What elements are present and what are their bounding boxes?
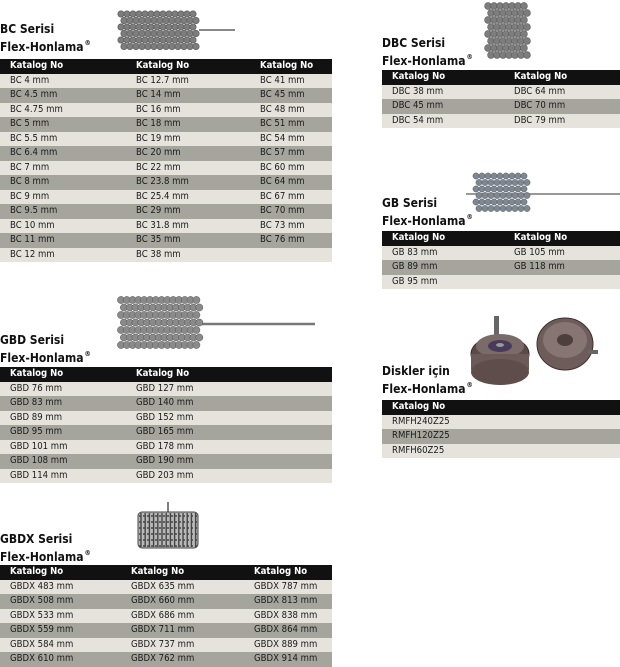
catalog-cell: GB 118 mm (504, 260, 620, 275)
catalog-cell: BC 60 mm (250, 161, 332, 176)
catalog-cell: BC 23.8 mm (126, 175, 250, 190)
column-header: Katalog No (121, 565, 244, 580)
gbdx-header-row (0, 565, 332, 580)
gbdx-table (0, 565, 332, 667)
catalog-cell: BC 6.4 mm (0, 146, 126, 161)
table-row (0, 204, 332, 219)
catalog-cell: BC 41 mm (250, 74, 332, 89)
catalog-cell: GBD 178 mm (126, 440, 332, 455)
disk-table (382, 400, 620, 458)
table-row (0, 609, 332, 624)
dbc-table (382, 70, 620, 128)
catalog-cell: BC 5 mm (0, 117, 126, 132)
catalog-cell: BC 18 mm (126, 117, 250, 132)
table-row (382, 114, 620, 129)
catalog-cell: GBDX 762 mm (121, 652, 244, 667)
column-header: Katalog No (504, 231, 620, 246)
catalog-cell: BC 8 mm (0, 175, 126, 190)
catalog-cell: BC 22 mm (126, 161, 250, 176)
catalog-cell: GB 89 mm (382, 260, 504, 275)
catalog-cell (250, 248, 332, 263)
catalog-cell: BC 19 mm (126, 132, 250, 147)
catalog-cell: DBC 54 mm (382, 114, 504, 129)
catalog-cell: BC 76 mm (250, 233, 332, 248)
bc-header-row (0, 59, 332, 74)
table-row (0, 219, 332, 234)
catalog-cell: GBD 95 mm (0, 425, 126, 440)
table-row (0, 103, 332, 118)
table-row (382, 246, 620, 261)
bc-table (0, 59, 332, 262)
catalog-cell: BC 20 mm (126, 146, 250, 161)
catalog-cell: BC 12.7 mm (126, 74, 250, 89)
column-header: Katalog No (382, 400, 620, 415)
gb-tool-image (466, 170, 620, 226)
catalog-cell: GBDX 508 mm (0, 594, 121, 609)
catalog-cell: GBD 165 mm (126, 425, 332, 440)
catalog-cell: BC 45 mm (250, 88, 332, 103)
column-header: Katalog No (382, 70, 504, 85)
catalog-cell: BC 67 mm (250, 190, 332, 205)
catalog-cell: BC 51 mm (250, 117, 332, 132)
column-header: Katalog No (126, 59, 250, 74)
catalog-cell: BC 9.5 mm (0, 204, 126, 219)
catalog-cell: BC 70 mm (250, 204, 332, 219)
gbd-tool-image (115, 294, 315, 358)
table-row (0, 580, 332, 595)
catalog-cell: GBD 203 mm (126, 469, 332, 484)
catalog-cell: BC 10 mm (0, 219, 126, 234)
disk-tool-image (470, 310, 600, 394)
table-row (0, 594, 332, 609)
dbc-header-row (382, 70, 620, 85)
bc-tool-image (115, 8, 235, 58)
table-row (0, 623, 332, 638)
catalog-cell: GBDX 635 mm (121, 580, 244, 595)
table-row (0, 132, 332, 147)
catalog-cell: BC 29 mm (126, 204, 250, 219)
column-header: Katalog No (250, 59, 332, 74)
table-row (0, 161, 332, 176)
catalog-cell: GBDX 533 mm (0, 609, 121, 624)
catalog-cell: GBDX 787 mm (244, 580, 332, 595)
dbc-title: DBC Serisi Flex-Honlama® (382, 36, 473, 68)
table-row (0, 175, 332, 190)
catalog-cell: BC 54 mm (250, 132, 332, 147)
table-row (382, 415, 620, 430)
table-row (0, 440, 332, 455)
catalog-cell: BC 7 mm (0, 161, 126, 176)
catalog-cell: BC 9 mm (0, 190, 126, 205)
catalog-cell: DBC 38 mm (382, 85, 504, 100)
bc-title: BC Serisi Flex-Honlama® (0, 22, 91, 54)
catalog-cell: GBDX 838 mm (244, 609, 332, 624)
column-header: Katalog No (0, 565, 121, 580)
catalog-cell: GBD 127 mm (126, 382, 332, 397)
gbd-table (0, 367, 332, 483)
catalog-cell: BC 4.5 mm (0, 88, 126, 103)
catalog-cell: BC 57 mm (250, 146, 332, 161)
catalog-cell: RMFH120Z25 (382, 429, 620, 444)
catalog-cell: BC 35 mm (126, 233, 250, 248)
catalog-cell: DBC 45 mm (382, 99, 504, 114)
column-header: Katalog No (0, 59, 126, 74)
table-row (382, 429, 620, 444)
catalog-cell: GB 105 mm (504, 246, 620, 261)
catalog-cell: GBD 83 mm (0, 396, 126, 411)
column-header: Katalog No (126, 367, 332, 382)
table-row (382, 275, 620, 290)
table-row (0, 469, 332, 484)
table-row (0, 382, 332, 397)
column-header: Katalog No (504, 70, 620, 85)
catalog-cell: GBDX 686 mm (121, 609, 244, 624)
table-row (0, 146, 332, 161)
table-row (382, 99, 620, 114)
catalog-cell: GB 83 mm (382, 246, 504, 261)
catalog-cell: GBDX 711 mm (121, 623, 244, 638)
table-row (0, 652, 332, 667)
table-row (0, 638, 332, 653)
catalog-cell: GBDX 584 mm (0, 638, 121, 653)
catalog-cell: GBD 140 mm (126, 396, 332, 411)
gbdx-title: GBDX Serisi Flex-Honlama® (0, 532, 91, 564)
catalog-cell (504, 275, 620, 290)
catalog-cell: BC 12 mm (0, 248, 126, 263)
table-row (382, 85, 620, 100)
column-header: Katalog No (382, 231, 504, 246)
catalog-cell: BC 38 mm (126, 248, 250, 263)
catalog-cell: BC 4.75 mm (0, 103, 126, 118)
column-header: Katalog No (244, 565, 332, 580)
catalog-cell: DBC 64 mm (504, 85, 620, 100)
catalog-cell: GBDX 889 mm (244, 638, 332, 653)
disk-header-row (382, 400, 620, 415)
catalog-cell: GBDX 914 mm (244, 652, 332, 667)
table-row (0, 233, 332, 248)
gbd-header-row (0, 367, 332, 382)
dbc-tool-image (482, 0, 532, 66)
table-row (382, 260, 620, 275)
catalog-cell: GBD 101 mm (0, 440, 126, 455)
catalog-cell: BC 48 mm (250, 103, 332, 118)
table-row (0, 190, 332, 205)
catalog-cell: BC 5.5 mm (0, 132, 126, 147)
catalog-cell: GBDX 864 mm (244, 623, 332, 638)
catalog-cell: GBD 152 mm (126, 411, 332, 426)
catalog-cell: DBC 79 mm (504, 114, 620, 129)
table-row (0, 411, 332, 426)
catalog-cell: GBDX 559 mm (0, 623, 121, 638)
catalog-cell: GBDX 813 mm (244, 594, 332, 609)
table-row (0, 117, 332, 132)
catalog-cell: RMFH240Z25 (382, 415, 620, 430)
catalog-cell: RMFH60Z25 (382, 444, 620, 459)
catalog-cell: BC 11 mm (0, 233, 126, 248)
catalog-cell: GB 95 mm (382, 275, 504, 290)
catalog-cell: GBDX 660 mm (121, 594, 244, 609)
gbdx-tool-image (132, 502, 204, 556)
catalog-cell: GBDX 737 mm (121, 638, 244, 653)
catalog-cell: BC 73 mm (250, 219, 332, 234)
disk-title: Diskler için Flex-Honlama® (382, 364, 473, 396)
table-row (0, 74, 332, 89)
catalog-cell: GBD 114 mm (0, 469, 126, 484)
catalog-cell: GBDX 610 mm (0, 652, 121, 667)
catalog-cell: GBDX 483 mm (0, 580, 121, 595)
catalog-cell: BC 4 mm (0, 74, 126, 89)
table-row (382, 444, 620, 459)
catalog-cell: BC 16 mm (126, 103, 250, 118)
table-row (0, 454, 332, 469)
table-row (0, 248, 332, 263)
catalog-cell: BC 31.8 mm (126, 219, 250, 234)
catalog-cell: GBD 76 mm (0, 382, 126, 397)
table-row (0, 425, 332, 440)
catalog-cell: DBC 70 mm (504, 99, 620, 114)
catalog-cell: GBD 108 mm (0, 454, 126, 469)
gb-table (382, 231, 620, 289)
catalog-cell: GBD 89 mm (0, 411, 126, 426)
gb-header-row (382, 231, 620, 246)
catalog-cell: BC 14 mm (126, 88, 250, 103)
gbd-title: GBD Serisi Flex-Honlama® (0, 333, 91, 365)
table-row (0, 396, 332, 411)
catalog-cell: BC 64 mm (250, 175, 332, 190)
gb-title: GB Serisi Flex-Honlama® (382, 196, 473, 228)
catalog-cell: BC 25.4 mm (126, 190, 250, 205)
catalog-cell: GBD 190 mm (126, 454, 332, 469)
column-header: Katalog No (0, 367, 126, 382)
table-row (0, 88, 332, 103)
